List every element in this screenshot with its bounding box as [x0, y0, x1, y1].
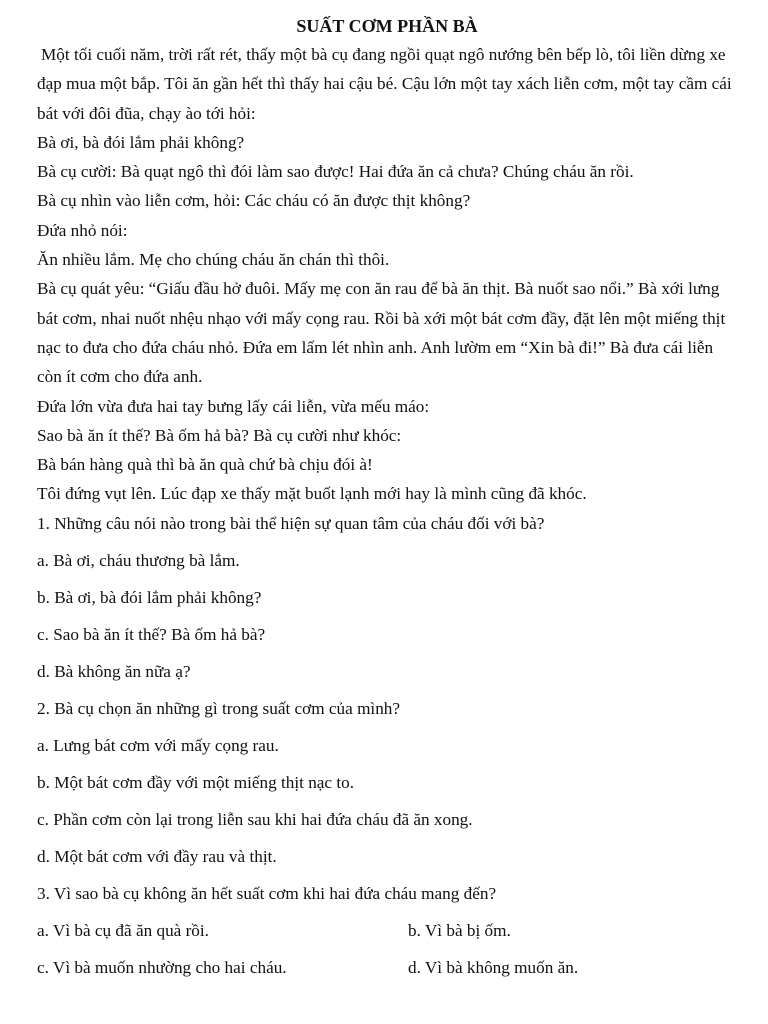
question-2-text: 2. Bà cụ chọn ăn những gì trong suất cơm của mình?: [37, 698, 401, 718]
question-3-text: 3. Vì sao bà cụ không ăn hết suất cơm khi hai đứa cháu mang đến?: [37, 883, 497, 903]
question-1-option-a: a. Bà ơi, cháu thương bà lắm.: [37, 550, 240, 570]
question-3-option-c: c. Vì bà muốn nhường cho hai cháu.: [37, 957, 287, 977]
question-3-options-row-1: [37, 916, 737, 945]
question-2-option-b: b. Một bát cơm đầy với một miếng thịt nạc to.: [37, 772, 355, 792]
question-3-option-a: a. Vì bà cụ đã ăn quà rồi.: [37, 920, 209, 940]
question-1: [37, 509, 737, 686]
question-1-option-b: b. Bà ơi, bà đói lắm phải không?: [37, 587, 262, 607]
question-1-option-c: c. Sao bà ăn ít thế? Bà ốm hả bà?: [37, 624, 266, 644]
questions-section: [37, 509, 737, 982]
question-2: [37, 694, 737, 871]
question-3: [37, 879, 737, 982]
question-2-option-c: c. Phần cơm còn lại trong liễn sau khi hai đứa cháu đã ăn xong.: [37, 809, 473, 829]
story-paragraph-8: Đứa lớn vừa đưa hai tay bưng lấy cái liễn, vừa mếu máo:: [37, 396, 430, 416]
story-paragraph-9: Sao bà ăn ít thế? Bà ốm hả bà? Bà cụ cười như khóc:: [37, 425, 402, 445]
story-paragraph-11: Tôi đứng vụt lên. Lúc đạp xe thấy mặt buốt lạnh mới hay là mình cũng đã khóc.: [37, 484, 587, 504]
story-paragraph-7: Bà cụ quát yêu: “Giấu đầu hở đuôi. Mấy mẹ con ăn rau để bà ăn thịt. Bà nuốt sao nổi.” Bà xới lưng bát cơm, nhai nuốt nhệu nhạo với mấy cọng rau. Rồi bà xới một bát cơm đầy, đặt lên một miếng thịt nạc to đưa cho đứa cháu nhỏ. Đứa em lấm lét nhìn anh. Anh lườm em “Xin bà đi!” Bà đưa cái liễn còn ít cơm cho đứa anh.: [37, 279, 726, 387]
question-1-option-d: d. Bà không ăn nữa ạ?: [37, 661, 191, 681]
question-3-options-row-2: [37, 953, 737, 982]
document-title: SUẤT CƠM PHẦN BÀ: [296, 16, 478, 36]
question-1-text: 1. Những câu nói nào trong bài thể hiện sự quan tâm của cháu đối với bà?: [37, 513, 545, 533]
story-paragraph-2: Bà ơi, bà đói lắm phải không?: [37, 132, 245, 152]
story-paragraph-3: Bà cụ cười: Bà quạt ngô thì đói làm sao được! Hai đứa ăn cả chưa? Chúng cháu ăn rồi.: [37, 162, 634, 182]
story-paragraph-5: Đứa nhỏ nói:: [37, 220, 128, 240]
document-page: [37, 12, 737, 990]
question-3-option-d: d. Vì bà không muốn ăn.: [408, 957, 579, 977]
story-paragraph-1: Một tối cuối năm, trời rất rét, thấy một bà cụ đang ngồi quạt ngô nướng bên bếp lò, tôi liền dừng xe đạp mua một bắp. Tôi ăn gần hết thì thấy hai cậu bé. Cậu lớn một tay xách liễn cơm, một tay cầm cái bát với đôi đũa, chạy ào tới hỏi:: [37, 45, 732, 123]
question-2-option-a: a. Lưng bát cơm với mấy cọng rau.: [37, 735, 279, 755]
story-paragraph-4: Bà cụ nhìn vào liễn cơm, hỏi: Các cháu có ăn được thịt không?: [37, 191, 471, 211]
question-2-option-d: d. Một bát cơm với đầy rau và thịt.: [37, 846, 277, 866]
story-paragraph-6: Ăn nhiều lắm. Mẹ cho chúng cháu ăn chán thì thôi.: [37, 250, 390, 270]
question-3-option-b: b. Vì bà bị ốm.: [408, 920, 511, 940]
story-body: [37, 40, 737, 509]
story-paragraph-10: Bà bán hàng quà thì bà ăn quà chứ bà chịu đói à!: [37, 455, 373, 475]
